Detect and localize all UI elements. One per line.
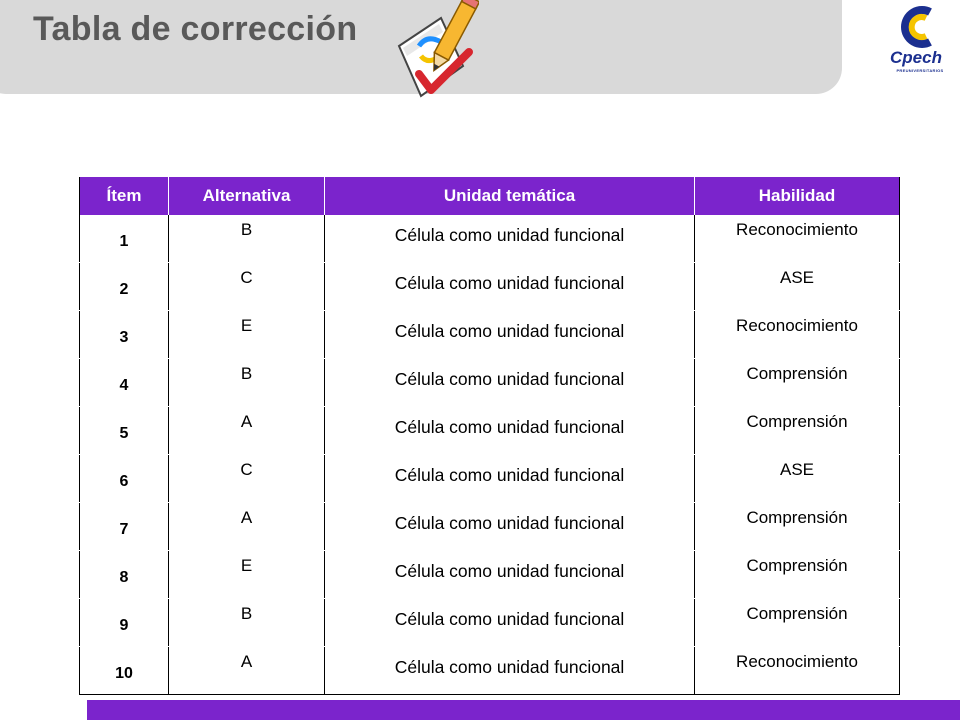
cell-alternativa: E [169, 311, 325, 359]
cell-alternativa: A [169, 647, 325, 695]
cell-unidad: Célula como unidad funcional [325, 503, 695, 551]
correction-table [79, 177, 900, 695]
table-row [80, 503, 900, 551]
page-title: Tabla de corrección [33, 10, 358, 48]
cell-unidad: Célula como unidad funcional [325, 407, 695, 455]
cell-habilidad: Comprensión [695, 599, 900, 647]
cell-habilidad: Comprensión [695, 503, 900, 551]
cpech-logo-icon [876, 4, 956, 50]
cell-item: 6 [80, 455, 169, 503]
cell-item: 7 [80, 503, 169, 551]
cell-item: 2 [80, 263, 169, 311]
cell-alternativa: B [169, 215, 325, 263]
table-header-row [80, 177, 900, 215]
cell-habilidad: ASE [695, 455, 900, 503]
cpech-logo [876, 4, 956, 80]
cell-alternativa: A [169, 407, 325, 455]
cell-unidad: Célula como unidad funcional [325, 647, 695, 695]
cell-item: 1 [80, 215, 169, 263]
table-row [80, 263, 900, 311]
cell-alternativa: A [169, 503, 325, 551]
cell-item: 8 [80, 551, 169, 599]
cell-alternativa: B [169, 359, 325, 407]
table-row [80, 407, 900, 455]
cell-unidad: Célula como unidad funcional [325, 311, 695, 359]
cell-item: 10 [80, 647, 169, 695]
pencil-checkmark-icon [397, 0, 479, 104]
cell-item: 3 [80, 311, 169, 359]
footer-bar [87, 700, 960, 720]
cell-habilidad: Reconocimiento [695, 311, 900, 359]
cell-unidad: Célula como unidad funcional [325, 263, 695, 311]
cell-habilidad: ASE [695, 263, 900, 311]
cell-unidad: Célula como unidad funcional [325, 551, 695, 599]
table-row [80, 551, 900, 599]
table-row [80, 455, 900, 503]
cell-item: 4 [80, 359, 169, 407]
cell-alternativa: B [169, 599, 325, 647]
cell-alternativa: C [169, 455, 325, 503]
cell-habilidad: Comprensión [695, 407, 900, 455]
cell-habilidad: Comprensión [695, 551, 900, 599]
cell-alternativa: E [169, 551, 325, 599]
table-row [80, 647, 900, 695]
header-alternativa: Alternativa [169, 177, 325, 215]
cell-unidad: Célula como unidad funcional [325, 359, 695, 407]
header-item: Ítem [80, 177, 169, 215]
cell-habilidad: Reconocimiento [695, 215, 900, 263]
logo-tagline: PREUNIVERSITARIOS [896, 68, 944, 73]
logo-brand: Cpech [890, 48, 942, 67]
cell-habilidad: Reconocimiento [695, 647, 900, 695]
cell-habilidad: Comprensión [695, 359, 900, 407]
cell-item: 9 [80, 599, 169, 647]
cell-item: 5 [80, 407, 169, 455]
cell-alternativa: C [169, 263, 325, 311]
table-row [80, 215, 900, 263]
header-habilidad: Habilidad [695, 177, 900, 215]
table-row [80, 311, 900, 359]
header-unidad-tematica: Unidad temática [325, 177, 695, 215]
table-row [80, 599, 900, 647]
cell-unidad: Célula como unidad funcional [325, 455, 695, 503]
cell-unidad: Célula como unidad funcional [325, 599, 695, 647]
table-row [80, 359, 900, 407]
cell-unidad: Célula como unidad funcional [325, 215, 695, 263]
